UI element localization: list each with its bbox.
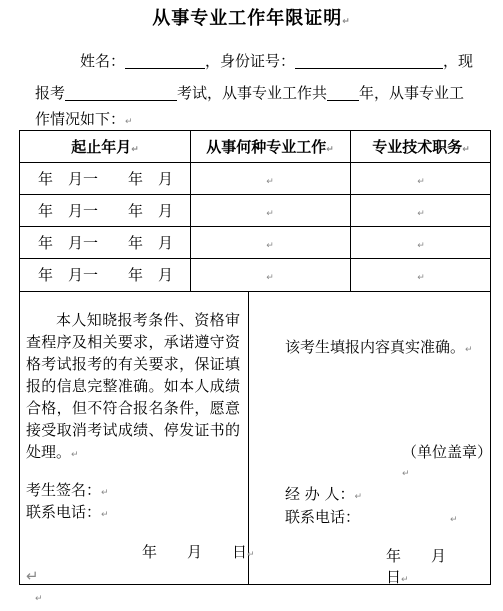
paragraph-mark-icon: ↵ bbox=[326, 145, 334, 155]
work-type-cell[interactable] bbox=[190, 196, 350, 226]
work-type-cell[interactable] bbox=[190, 228, 350, 258]
candidate-signature-row[interactable] bbox=[26, 479, 109, 500]
candidate-statement bbox=[26, 309, 240, 466]
row-dates[interactable]: 年 月一 年 月 bbox=[38, 234, 174, 252]
phone-label: 联系电话： bbox=[26, 503, 102, 521]
info-line bbox=[35, 108, 133, 129]
table-divider bbox=[20, 258, 490, 259]
paragraph-mark-icon: ↵ bbox=[247, 550, 255, 560]
exam-label: 报考 bbox=[35, 84, 66, 102]
paragraph-mark-icon: ↵ bbox=[266, 209, 274, 219]
candidate-date[interactable]: 年 月 日↵ bbox=[142, 543, 255, 561]
unit-seal-label: （单位盖章）↵ bbox=[402, 443, 493, 479]
row-dates[interactable]: 年 月一 年 月 bbox=[38, 170, 174, 188]
paragraph-mark-icon: ↵ bbox=[417, 177, 425, 187]
years-field[interactable] bbox=[327, 84, 359, 101]
table-divider bbox=[20, 226, 490, 227]
paragraph-mark-icon: ↵ bbox=[354, 492, 363, 502]
unit-date[interactable]: 年 月 日↵ bbox=[386, 547, 477, 586]
paragraph-mark-icon: ↵ bbox=[131, 145, 139, 155]
paragraph-mark-icon: ↵ bbox=[462, 145, 470, 155]
job-title-cell[interactable] bbox=[350, 196, 492, 226]
paragraph-mark-icon: ↵ bbox=[266, 273, 274, 283]
job-title-cell[interactable] bbox=[350, 164, 492, 194]
current-label: ，现 bbox=[443, 52, 474, 70]
paragraph-mark-icon: ↵ bbox=[26, 567, 39, 585]
paragraph-mark-icon: ↵ bbox=[465, 345, 473, 355]
paragraph-mark-icon: ↵ bbox=[450, 515, 458, 525]
id-number-field[interactable] bbox=[295, 52, 443, 69]
id-label: ，身份证号： bbox=[205, 52, 296, 70]
job-title-cell[interactable] bbox=[350, 228, 492, 258]
header-work-type: 从事何种专业工作↵ bbox=[206, 138, 334, 156]
exam-line bbox=[35, 82, 464, 103]
paragraph-mark-icon: ↵ bbox=[401, 575, 409, 585]
candidate-phone-row[interactable] bbox=[26, 501, 109, 522]
header-job-title: 专业技术职务↵ bbox=[372, 138, 470, 156]
paragraph-mark-icon: ↵ bbox=[101, 488, 109, 498]
work-type-cell[interactable] bbox=[190, 260, 350, 290]
row-dates[interactable]: 年 月一 年 月 bbox=[38, 266, 174, 284]
handler-row[interactable]: 经 办 人：↵ bbox=[285, 485, 363, 503]
unit-phone-row[interactable]: 联系电话： ↵ bbox=[285, 508, 458, 526]
header-date-range: 起止年月↵ bbox=[71, 138, 139, 156]
info-label: 作情况如下： bbox=[35, 110, 126, 128]
job-title-cell[interactable] bbox=[350, 260, 492, 290]
paragraph-mark-icon: ↵ bbox=[417, 273, 425, 283]
exam-suffix-label: 考试，从事专业工作共 bbox=[177, 84, 328, 102]
name-field[interactable] bbox=[125, 52, 205, 69]
paragraph-mark-icon: ↵ bbox=[402, 469, 410, 479]
paragraph-mark-icon: ↵ bbox=[125, 117, 133, 127]
year-suffix-label: 年，从事专业工 bbox=[359, 84, 465, 102]
table-divider bbox=[20, 291, 490, 292]
paragraph-mark-icon: ↵ bbox=[417, 209, 425, 219]
name-label: 姓名： bbox=[80, 52, 126, 70]
paragraph-mark-icon: ↵ bbox=[266, 241, 274, 251]
paragraph-mark-icon: ↵ bbox=[101, 510, 109, 520]
document-title bbox=[0, 4, 503, 30]
paragraph-mark-icon: ↵ bbox=[35, 594, 43, 604]
work-history-table bbox=[19, 130, 491, 585]
title-text: 从事专业工作年限证明 bbox=[152, 8, 343, 29]
paragraph-mark-icon: ↵ bbox=[342, 17, 351, 27]
exam-name-field[interactable] bbox=[65, 84, 177, 101]
signature-label: 考生签名： bbox=[26, 481, 102, 499]
name-id-line bbox=[80, 50, 473, 71]
paragraph-mark-icon: ↵ bbox=[71, 450, 79, 460]
paragraph-mark-icon: ↵ bbox=[417, 241, 425, 251]
row-dates[interactable]: 年 月一 年 月 bbox=[38, 202, 174, 220]
work-type-cell[interactable] bbox=[190, 164, 350, 194]
statement-text: 本人知晓报考条件、资格审查程序及相关要求，承诺遵守资格考试报考的有关要求，保证填报的信息完整准确。如本人成绩合格，但不符合报名条件，愿意接受取消考试成绩、停发证书的处理。 bbox=[26, 311, 240, 461]
unit-statement: 该考生填报内容真实准确。↵ bbox=[285, 338, 473, 356]
table-divider bbox=[20, 194, 490, 195]
paragraph-mark-icon: ↵ bbox=[266, 177, 274, 187]
